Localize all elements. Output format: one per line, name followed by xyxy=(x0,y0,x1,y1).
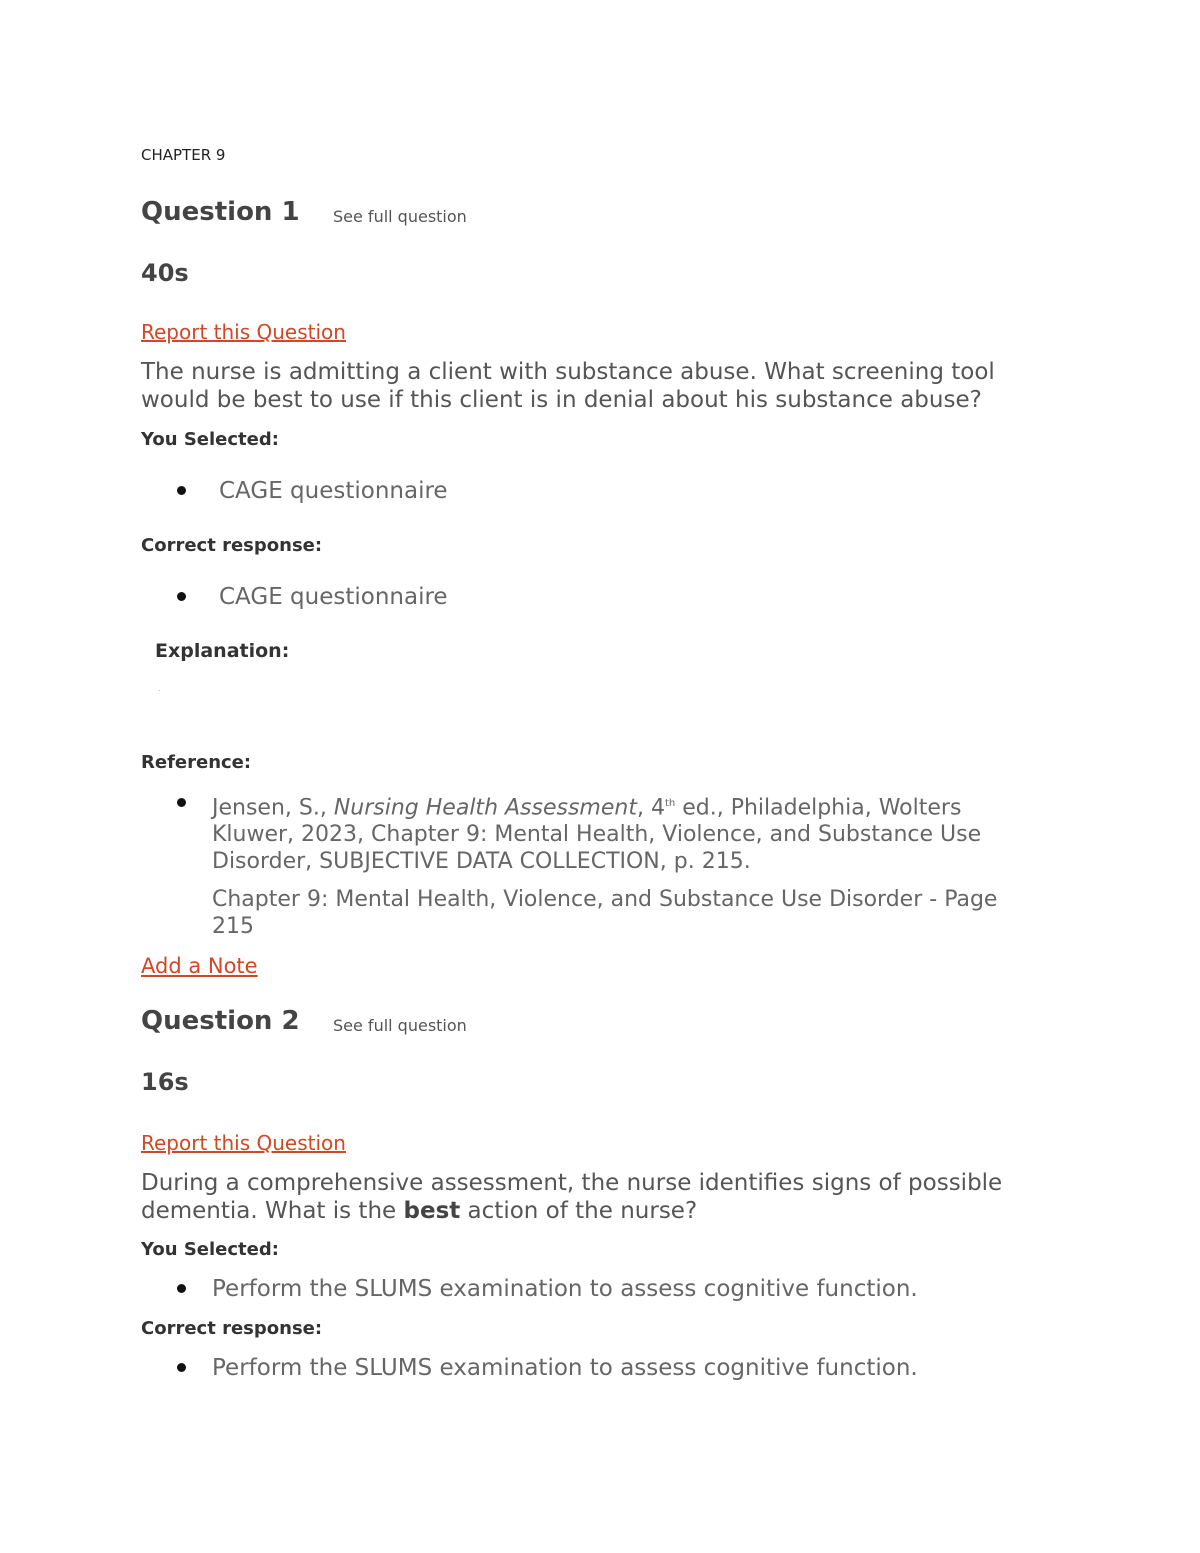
correct-answer: Perform the SLUMS examination to assess cognitive function. xyxy=(212,1355,918,1381)
selected-answer: Perform the SLUMS examination to assess cognitive function. xyxy=(212,1276,918,1302)
citation-details: ed., Philadelphia, Wolters Kluwer, 2023, Chapter 9: Mental Health, Violence, and Substance Use Disorder, SUBJECTIVE DATA COLLECTION, p. 215. xyxy=(212,795,982,875)
see-full-question-link[interactable]: See full question xyxy=(333,207,467,226)
citation-book-title: Nursing Health Assessment xyxy=(333,795,637,821)
question-1-title: Question 1 xyxy=(141,197,300,227)
citation-edition: , 4 xyxy=(636,795,665,821)
bullet-icon xyxy=(177,1363,186,1372)
chapter-heading: CHAPTER 9 xyxy=(141,146,226,164)
explanation-body: . xyxy=(158,684,161,693)
you-selected-label: You Selected: xyxy=(141,1239,279,1260)
question-2-text-start: During a comprehensive assessment, the nurse identifies signs of possible dementia. What is the xyxy=(141,1170,1003,1224)
correct-answer: CAGE questionnaire xyxy=(219,584,448,610)
question-2-time: 16s xyxy=(141,1068,189,1096)
question-2-title: Question 2 xyxy=(141,1006,300,1036)
correct-response-label: Correct response: xyxy=(141,1318,323,1339)
question-2-text-end: action of the nurse? xyxy=(460,1198,698,1224)
selected-answer: CAGE questionnaire xyxy=(219,478,448,504)
report-question-link[interactable]: Report this Question xyxy=(141,1131,346,1155)
add-note-link[interactable]: Add a Note xyxy=(141,954,258,978)
question-2-emphasis: best xyxy=(403,1198,461,1224)
reference-page-line: Chapter 9: Mental Health, Violence, and Substance Use Disorder - Page 215 xyxy=(212,887,998,939)
reference-citation xyxy=(212,790,1042,875)
report-question-link[interactable]: Report this Question xyxy=(141,320,346,344)
you-selected-label: You Selected: xyxy=(141,429,279,450)
correct-response-label: Correct response: xyxy=(141,535,323,556)
bullet-icon xyxy=(177,1284,186,1293)
question-1-text: The nurse is admitting a client with substance abuse. What screening tool would be best to use if this client is in denial about his substance abuse? xyxy=(141,359,995,413)
reference-label: Reference: xyxy=(141,752,252,773)
see-full-question-link[interactable]: See full question xyxy=(333,1016,467,1035)
explanation-label: Explanation: xyxy=(155,640,290,662)
question-2-text xyxy=(141,1169,1041,1225)
bullet-icon xyxy=(177,798,186,807)
citation-edition-suffix: th xyxy=(664,798,676,809)
bullet-icon xyxy=(177,486,186,495)
question-1-time: 40s xyxy=(141,259,189,287)
bullet-icon xyxy=(177,592,186,601)
citation-author: Jensen, S., xyxy=(212,795,334,821)
